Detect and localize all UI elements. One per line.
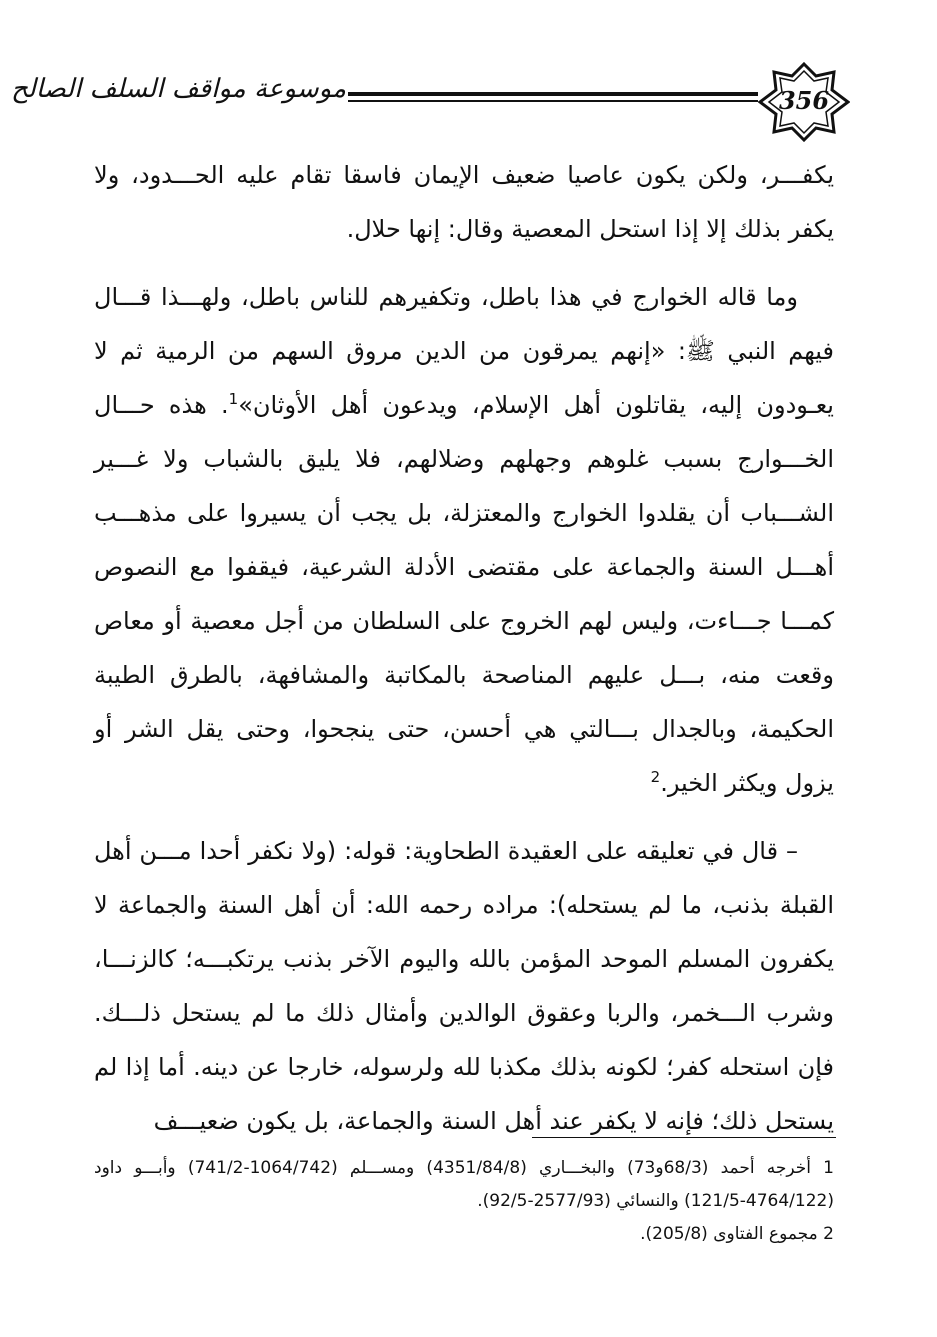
- footnote-mark-1: 1: [228, 390, 239, 408]
- main-text: [94, 148, 834, 1148]
- page-number-badge: [758, 62, 850, 142]
- page-number: 356: [778, 86, 830, 115]
- footnote-mark-2: 2: [650, 768, 661, 786]
- paragraph-3: – قال في تعليقه على العقيدة الطحاوية: قوله: (ولا نكفر أحدا مـــن أهل القبلة بذنب، ما لم يستحله): مراده رحمه الله: أن أهل السنة والجماعة لا يكفرون المسلم الموحد المؤمن بالله واليوم الآخر بذنب يرتكبـــه؛ كالزنـــا، وشرب الـــخمر، والربا وعقوق الوالدين وأمثال ذلك ما لم يستحل ذلـــك. فإن استحله كفر؛ لكونه بذلك مكذبا لله ولرسوله، خارجا عن دينه. أما إذا لم يستحل ذلك؛ فإنه لا يكفر عند أهل السنة والجماعة، بل يكون ضعيـــف: [94, 837, 834, 1135]
- footnotes: [94, 1152, 834, 1251]
- footnote-2: 2 مجموع الفتاوى (205/8).: [640, 1224, 834, 1244]
- paragraph-2-part-2: . هذه حـــال الخـــوارج بسبب غلوهم وجهلهم وضلالهم، فلا يليق بالشباب ولا غـــير الشـــباب أن يقلدوا الخوارج والمعتزلة، بل يجب أن يسيروا على مذهـــب أهـــل السنة والجماعة على مقتضى الأدلة الشرعية، فيقفوا مع النصوص كمـــا جـــاءت، وليس لهم الخروج على السلطان من أجل معصية أو معاص وقعت منه، بـــل عليهم المناصحة بالمكاتبة والمشافهة، بالطرق الطيبة الحكيمة، وبالجدال بـــالتي هي أحسن، حتى ينجحوا، وحتى يقل الشر أو يزول ويكثر الخير.: [94, 391, 834, 797]
- footnote-divider: [532, 1137, 836, 1138]
- header-rule-thick: [348, 92, 758, 96]
- paragraph-2: [94, 270, 834, 810]
- paragraph-1: يكفـــر، ولكن يكون عاصيا ضعيف الإيمان فاسقا تقام عليه الحـــدود، ولا يكفر بذلك إلا إذا استحل المعصية وقال: إنها حلال.: [94, 161, 834, 243]
- footnote-1: 1 أخرجه أحمد (68/3و73) والبخـــاري (4351/84/8) ومســـلم (1064/742-741/2) وأبـــو داود (4764/122-121/5) والنسائي (2577/93-92/5).: [94, 1158, 834, 1211]
- page-header: [11, 62, 846, 142]
- paragraph-2-part-1: وما قاله الخوارج في هذا باطل، وتكفيرهم للناس باطل، ولهـــذا قـــال فيهم النبي ﷺ: «إنهم يمرقون من الدين مروق السهم من الرمية ثم لا يعـودون إليه، يقاتلون أهل الإسلام، ويدعون أهل الأوثان»: [94, 283, 834, 419]
- header-rule-thin: [348, 100, 758, 102]
- header-rule: [348, 92, 758, 104]
- book-title: موسوعة مواقف السلف الصالح: [11, 74, 346, 104]
